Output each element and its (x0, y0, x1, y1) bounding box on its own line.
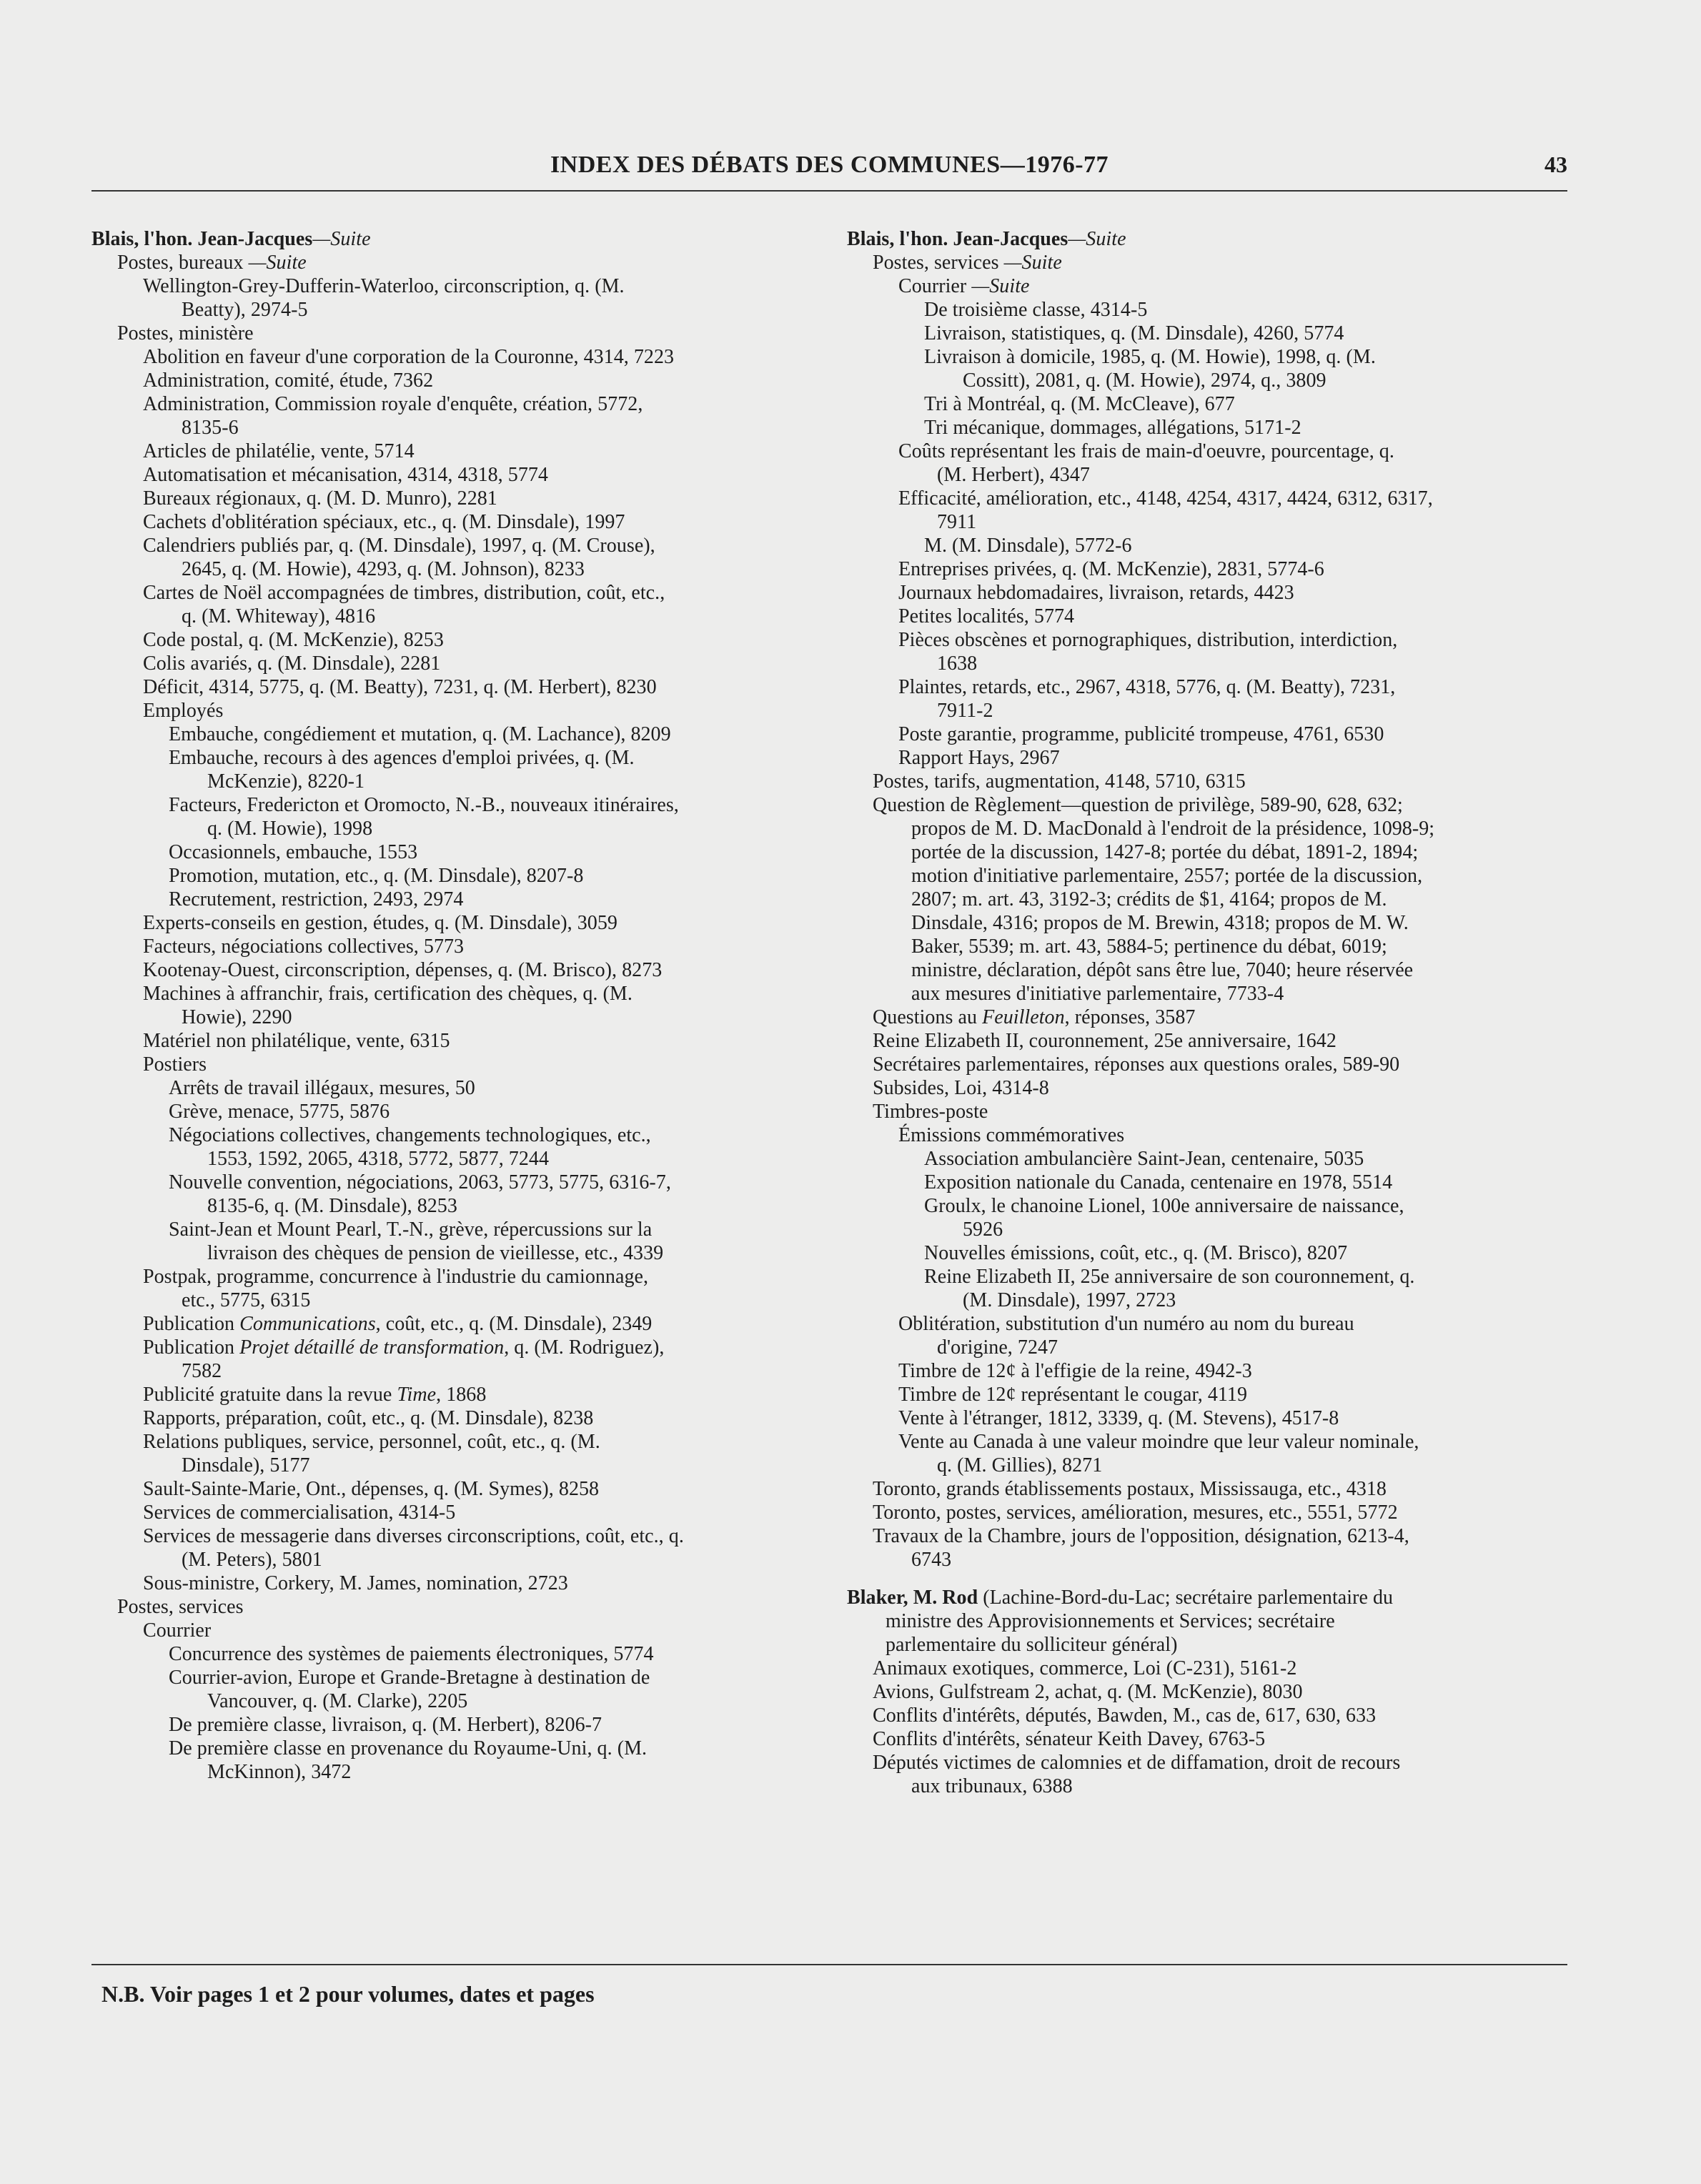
index-entry (847, 1430, 1590, 1477)
index-entry (847, 1751, 1590, 1798)
entry-continuation: livraison des chèques de pension de vieillesse, etc., 4339 (207, 1242, 664, 1264)
entry-text: Postpak, programme, concurrence à l'industrie du camionnage, (143, 1266, 649, 1288)
entry-text: Subsides, Loi, 4314-8 (873, 1077, 1049, 1099)
entry-continuation: q. (M. Gillies), 8271 (937, 1454, 1103, 1476)
entry-text: Pièces obscènes et pornographiques, distribution, interdiction, (898, 629, 1398, 651)
index-entry (847, 605, 1590, 628)
entry-text: Promotion, mutation, etc., q. (M. Dinsdale), 8207-8 (169, 865, 584, 887)
index-entry (91, 840, 842, 864)
entry-text: Avions, Gulfstream 2, achat, q. (M. McKenzie), 8030 (873, 1681, 1303, 1703)
entry-text: Facteurs, négociations collectives, 5773 (143, 935, 465, 958)
entry-continuation: Vancouver, q. (M. Clarke), 2205 (207, 1690, 468, 1712)
entry-text: Postiers (143, 1053, 207, 1076)
entry-text: De première classe en provenance du Royaume-Uni, q. (M. (169, 1737, 648, 1759)
index-entry (91, 1572, 842, 1595)
entry-text: Embauche, recours à des agences d'emploi privées, q. (M. (169, 747, 635, 769)
page-number: 43 (1544, 152, 1567, 177)
index-entry (847, 770, 1590, 793)
index-heading (847, 1586, 1590, 1657)
index-entry (91, 392, 842, 440)
index-entry (91, 699, 842, 723)
entry-text: Services de messagerie dans diverses circonscriptions, coût, etc., q. (143, 1525, 684, 1547)
entry-continuation: ministre des Approvisionnements et Services; secrétaire (886, 1610, 1335, 1632)
index-entry (847, 1383, 1590, 1406)
index-entry (91, 440, 842, 463)
entry-text: Oblitération, substitution d'un numéro au nom du bureau (898, 1313, 1354, 1335)
index-entry (847, 1727, 1590, 1751)
entry-continuation: 7911-2 (937, 700, 993, 722)
entry-text: Cartes de Noël accompagnées de timbres, distribution, coût, etc., (143, 582, 665, 604)
entry-text: Wellington-Grey-Dufferin-Waterloo, circonscription, q. (M. (143, 275, 625, 297)
entry-text: Association ambulancière Saint-Jean, centenaire, 5035 (924, 1148, 1364, 1170)
entry-continuation: 7911 (937, 511, 977, 533)
index-entry (91, 1642, 842, 1666)
entry-continuation: 2807; m. art. 43, 3192-3; crédits de $1, 4164; propos de M. (911, 888, 1387, 910)
index-entry (847, 345, 1590, 392)
entry-text: Conflits d'intérêts, députés, Bawden, M., cas de, 617, 630, 633 (873, 1704, 1377, 1727)
entry-continuation: q. (M. Whiteway), 4816 (182, 605, 376, 627)
index-entry (91, 888, 842, 911)
entry-continuation: Dinsdale), 5177 (182, 1454, 310, 1476)
index-entry (847, 1100, 1590, 1123)
entry-text: Coûts représentant les frais de main-d'oeuvre, pourcentage, q. (898, 440, 1394, 462)
entry-suite: —Suite (1068, 228, 1126, 250)
entry-text: Vente au Canada à une valeur moindre que leur valeur nominale, (898, 1431, 1419, 1453)
index-entry (91, 1595, 842, 1619)
footer-divider (91, 1964, 1567, 1965)
entry-text: Postes, services (117, 1596, 244, 1618)
index-entry (847, 1147, 1590, 1171)
entry-pre: Questions au (873, 1006, 983, 1028)
entry-text: Arrêts de travail illégaux, mesures, 50 (169, 1077, 475, 1099)
index-entry (91, 911, 842, 935)
index-entry (847, 298, 1590, 322)
index-entry (91, 1524, 842, 1572)
entry-text: Machines à affranchir, frais, certification des chèques, q. (M. (143, 983, 633, 1005)
index-entry (847, 392, 1590, 416)
entry-text: De première classe, livraison, q. (M. Herbert), 8206-7 (169, 1714, 602, 1736)
index-entry (91, 935, 842, 958)
entry-bold: Blaker, M. Rod (847, 1587, 978, 1609)
entry-continuation: 8135-6 (182, 417, 239, 439)
entry-text: Rapport Hays, 2967 (898, 747, 1060, 769)
index-entry (91, 1713, 842, 1737)
entry-continuation: d'origine, 7247 (937, 1336, 1058, 1359)
index-entry (91, 793, 842, 840)
entry-text: Courrier-avion, Europe et Grande-Bretagne à destination de (169, 1667, 650, 1689)
entry-text: Postes, services (873, 252, 1004, 274)
entry-text: Occasionnels, embauche, 1553 (169, 841, 418, 863)
index-entry (847, 1006, 1590, 1029)
entry-text: Poste garantie, programme, publicité trompeuse, 4761, 6530 (898, 723, 1384, 745)
entry-continuation: (M. Herbert), 4347 (937, 464, 1090, 486)
index-entry (847, 1076, 1590, 1100)
index-entry (91, 1312, 842, 1336)
index-entry (91, 864, 842, 888)
entry-suite: —Suite (1003, 252, 1062, 274)
entry-continuation: aux tribunaux, 6388 (911, 1775, 1073, 1797)
entry-text: Recrutement, restriction, 2493, 2974 (169, 888, 464, 910)
index-entry (847, 557, 1590, 581)
entry-pre: Publication (143, 1336, 240, 1359)
entry-text: (Lachine-Bord-du-Lac; secrétaire parlementaire du (978, 1587, 1394, 1609)
entry-post: , q. (M. Rodriguez), (504, 1336, 665, 1359)
index-entry (91, 958, 842, 982)
entry-continuation: Baker, 5539; m. art. 43, 5884-5; pertinence du débat, 6019; (911, 935, 1387, 958)
index-entry (847, 274, 1590, 298)
index-entry (847, 1241, 1590, 1265)
index-entry (847, 1029, 1590, 1053)
entry-italic: Feuilleton (982, 1006, 1065, 1028)
index-entry (847, 1171, 1590, 1194)
entry-text: M. (M. Dinsdale), 5772-6 (924, 535, 1132, 557)
entry-text: Députés victimes de calomnies et de diffamation, droit de recours (873, 1752, 1401, 1774)
index-entry (847, 1657, 1590, 1680)
index-entry (91, 463, 842, 487)
index-entry (847, 534, 1590, 557)
entry-text: Animaux exotiques, commerce, Loi (C-231), 5161-2 (873, 1657, 1297, 1679)
entry-text: Administration, Commission royale d'enquête, création, 5772, (143, 393, 643, 415)
page-header (91, 152, 1567, 192)
entry-text: Timbre de 12¢ à l'effigie de la reine, 4942-3 (898, 1360, 1252, 1382)
index-entry (91, 1430, 842, 1477)
entry-continuation: parlementaire du solliciteur général) (886, 1634, 1178, 1656)
entry-text: Conflits d'intérêts, sénateur Keith Davey, 6763-5 (873, 1728, 1266, 1750)
entry-text: Concurrence des systèmes de paiements électroniques, 5774 (169, 1643, 654, 1665)
index-entry (91, 1501, 842, 1524)
header-divider (91, 190, 1567, 192)
entry-continuation: (M. Dinsdale), 1997, 2723 (963, 1289, 1176, 1311)
entry-continuation: 1638 (937, 652, 978, 675)
entry-continuation: motion d'initiative parlementaire, 2557; portée de la discussion, (911, 865, 1423, 887)
index-entry (847, 1477, 1590, 1501)
entry-text: Sous-ministre, Corkery, M. James, nomination, 2723 (143, 1572, 568, 1594)
entry-pre: Publicité gratuite dans la revue (143, 1384, 397, 1406)
entry-text: Articles de philatélie, vente, 5714 (143, 440, 415, 462)
entry-continuation: Cossitt), 2081, q. (M. Howie), 2974, q., 3809 (963, 369, 1326, 392)
entry-continuation: 2645, q. (M. Howie), 4293, q. (M. Johnson), 8233 (182, 558, 585, 580)
entry-text: Déficit, 4314, 5775, q. (M. Beatty), 7231, q. (M. Herbert), 8230 (143, 676, 657, 698)
index-entry (91, 746, 842, 793)
index-entry (91, 1171, 842, 1218)
entry-text: Toronto, postes, services, amélioration, mesures, etc., 5551, 5772 (873, 1502, 1398, 1524)
entry-bold: Blais, l'hon. Jean-Jacques (91, 228, 313, 250)
entry-text: Plaintes, retards, etc., 2967, 4318, 5776, q. (M. Beatty), 7231, (898, 676, 1396, 698)
entry-text: Grève, menace, 5775, 5876 (169, 1101, 390, 1123)
index-entry (847, 723, 1590, 746)
index-entry (91, 1383, 842, 1406)
entry-continuation: McKenzie), 8220-1 (207, 770, 365, 793)
index-entry (91, 1100, 842, 1123)
index-entry (847, 1704, 1590, 1727)
entry-bold: Blais, l'hon. Jean-Jacques (847, 228, 1068, 250)
index-entry (91, 1123, 842, 1171)
index-entry (91, 322, 842, 345)
entry-text: Colis avariés, q. (M. Dinsdale), 2281 (143, 652, 441, 675)
page-title: INDEX DES DÉBATS DES COMMUNES—1976-77 (550, 152, 1109, 178)
entry-text: Employés (143, 700, 224, 722)
index-entry (847, 1359, 1590, 1383)
index-entry (91, 1737, 842, 1784)
entry-text: Exposition nationale du Canada, centenaire en 1978, 5514 (924, 1171, 1393, 1193)
entry-continuation: 8135-6, q. (M. Dinsdale), 8253 (207, 1195, 457, 1217)
entry-text: Émissions commémoratives (898, 1124, 1125, 1146)
entry-text: Livraison, statistiques, q. (M. Dinsdale), 4260, 5774 (924, 322, 1344, 344)
entry-text: Administration, comité, étude, 7362 (143, 369, 434, 392)
index-entry (847, 1123, 1590, 1147)
entry-text: Calendriers publiés par, q. (M. Dinsdale), 1997, q. (M. Crouse), (143, 535, 655, 557)
entry-text: Courrier (898, 275, 972, 297)
entry-suite: —Suite (971, 275, 1030, 297)
entry-text: Kootenay-Ouest, circonscription, dépenses, q. (M. Brisco), 8273 (143, 959, 663, 981)
index-entry (91, 1406, 842, 1430)
entry-text: Négociations collectives, changements technologiques, etc., (169, 1124, 651, 1146)
entry-continuation: Dinsdale, 4316; propos de M. Brewin, 4318; propos de M. W. (911, 912, 1409, 934)
entry-text: Reine Elizabeth II, couronnement, 25e anniversaire, 1642 (873, 1030, 1336, 1052)
index-heading (91, 227, 842, 251)
index-entry (847, 1194, 1590, 1241)
index-entry (91, 1477, 842, 1501)
index-entry (91, 345, 842, 369)
index-entry (91, 723, 842, 746)
index-heading (847, 227, 1590, 251)
entry-text: Postes, bureaux (117, 252, 249, 274)
entry-continuation: 5926 (963, 1218, 1003, 1241)
entry-italic: Projet détaillé de transformation (239, 1336, 505, 1359)
index-entry (91, 652, 842, 675)
entry-continuation: propos de M. D. MacDonald à l'endroit de la présidence, 1098-9; (911, 818, 1435, 840)
entry-text: Postes, ministère (117, 322, 254, 344)
entry-text: Automatisation et mécanisation, 4314, 4318, 5774 (143, 464, 548, 486)
entry-text: Services de commercialisation, 4314-5 (143, 1502, 456, 1524)
index-entry (847, 793, 1590, 1006)
index-entry (91, 1053, 842, 1076)
index-entry (847, 251, 1590, 274)
index-entry (847, 581, 1590, 605)
entry-continuation: aux mesures d'initiative parlementaire, 7733-4 (911, 983, 1284, 1005)
entry-text: Timbres-poste (873, 1101, 988, 1123)
index-entry (91, 1336, 842, 1383)
index-entry (91, 534, 842, 581)
entry-italic: Time (397, 1384, 437, 1406)
entry-text: Sault-Sainte-Marie, Ont., dépenses, q. (M. Symes), 8258 (143, 1478, 600, 1500)
index-entry (847, 487, 1590, 534)
index-entry (91, 274, 842, 322)
index-entry (91, 487, 842, 510)
index-entry (847, 1406, 1590, 1430)
index-entry (91, 1265, 842, 1312)
entry-text: Journaux hebdomadaires, livraison, retards, 4423 (898, 582, 1294, 604)
entry-text: Reine Elizabeth II, 25e anniversaire de son couronnement, q. (924, 1266, 1415, 1288)
entry-text: Efficacité, amélioration, etc., 4148, 4254, 4317, 4424, 6312, 6317, (898, 487, 1433, 510)
index-entry (847, 628, 1590, 675)
entry-text: Vente à l'étranger, 1812, 3339, q. (M. Stevens), 4517-8 (898, 1407, 1339, 1429)
footer-note: N.B. Voir pages 1 et 2 pour volumes, dates et pages (101, 1981, 595, 2007)
entry-continuation: (M. Peters), 5801 (182, 1549, 322, 1571)
entry-text: Tri à Montréal, q. (M. McCleave), 677 (924, 393, 1235, 415)
entry-text: Code postal, q. (M. McKenzie), 8253 (143, 629, 444, 651)
entry-continuation: q. (M. Howie), 1998 (207, 818, 373, 840)
entry-continuation: McKinnon), 3472 (207, 1761, 352, 1783)
entry-continuation: 7582 (182, 1360, 222, 1382)
entry-text: Courrier (143, 1619, 212, 1642)
entry-continuation: portée de la discussion, 1427-8; portée du débat, 1891-2, 1894; (911, 841, 1419, 863)
entry-text: Bureaux régionaux, q. (M. D. Munro), 2281 (143, 487, 497, 510)
entry-text: Question de Règlement—question de privilège, 589-90, 628, 632; (873, 794, 1403, 816)
index-entry (91, 369, 842, 392)
entry-text: Abolition en faveur d'une corporation de la Couronne, 4314, 7223 (143, 346, 675, 368)
entry-suite: —Suite (248, 252, 307, 274)
entry-text: Toronto, grands établissements postaux, Mississauga, etc., 4318 (873, 1478, 1387, 1500)
entry-post: , coût, etc., q. (M. Dinsdale), 2349 (375, 1313, 653, 1335)
index-entry (91, 628, 842, 652)
index-entry (847, 1265, 1590, 1312)
index-entry (847, 1680, 1590, 1704)
entry-text: Secrétaires parlementaires, réponses aux questions orales, 589-90 (873, 1053, 1400, 1076)
entry-text: Travaux de la Chambre, jours de l'opposition, désignation, 6213-4, (873, 1525, 1409, 1547)
entry-text: Saint-Jean et Mount Pearl, T.-N., grève, répercussions sur la (169, 1218, 653, 1241)
entry-text: Experts-conseils en gestion, études, q. (M. Dinsdale), 3059 (143, 912, 618, 934)
index-column-right (847, 227, 1590, 1798)
entry-text: Groulx, le chanoine Lionel, 100e anniversaire de naissance, (924, 1195, 1404, 1217)
index-entry (847, 440, 1590, 487)
entry-text: Livraison à domicile, 1985, q. (M. Howie), 1998, q. (M. (924, 346, 1376, 368)
index-column-left (91, 227, 842, 1784)
index-entry (91, 1029, 842, 1053)
entry-text: Embauche, congédiement et mutation, q. (M. Lachance), 8209 (169, 723, 671, 745)
entry-text: Petites localités, 5774 (898, 605, 1075, 627)
entry-text: Nouvelle convention, négociations, 2063, 5773, 5775, 6316-7, (169, 1171, 671, 1193)
entry-text: Tri mécanique, dommages, allégations, 5171-2 (924, 417, 1301, 439)
index-entry (847, 322, 1590, 345)
index-entry (847, 675, 1590, 723)
index-entry (91, 1619, 842, 1642)
entry-post: , réponses, 3587 (1064, 1006, 1196, 1028)
entry-text: Rapports, préparation, coût, etc., q. (M. Dinsdale), 8238 (143, 1407, 594, 1429)
entry-text: Cachets d'oblitération spéciaux, etc., q. (M. Dinsdale), 1997 (143, 511, 625, 533)
entry-text: Matériel non philatélique, vente, 6315 (143, 1030, 450, 1052)
index-entry (847, 1524, 1590, 1572)
entry-text: Entreprises privées, q. (M. McKenzie), 2831, 5774-6 (898, 558, 1324, 580)
entry-continuation: Beatty), 2974-5 (182, 299, 308, 321)
entry-text: Facteurs, Fredericton et Oromocto, N.-B., nouveaux itinéraires, (169, 794, 679, 816)
entry-suite: —Suite (312, 228, 371, 250)
index-entry (91, 1666, 842, 1713)
entry-text: Relations publiques, service, personnel, coût, etc., q. (M. (143, 1431, 600, 1453)
index-entry (91, 1218, 842, 1265)
entry-continuation: ministre, déclaration, dépôt sans être lue, 7040; heure réservée (911, 959, 1414, 981)
entry-text: De troisième classe, 4314-5 (924, 299, 1148, 321)
entry-continuation: Howie), 2290 (182, 1006, 292, 1028)
entry-continuation: 6743 (911, 1549, 952, 1571)
index-entry (847, 1312, 1590, 1359)
entry-italic: Communications (239, 1313, 376, 1335)
index-entry (847, 1053, 1590, 1076)
entry-continuation: 1553, 1592, 2065, 4318, 5772, 5877, 7244 (207, 1148, 549, 1170)
index-entry (91, 581, 842, 628)
index-entry (847, 746, 1590, 770)
index-entry (91, 510, 842, 534)
entry-text: Postes, tarifs, augmentation, 4148, 5710, 6315 (873, 770, 1246, 793)
entry-pre: Publication (143, 1313, 240, 1335)
index-entry (91, 251, 842, 274)
entry-text: Timbre de 12¢ représentant le cougar, 4119 (898, 1384, 1247, 1406)
index-entry (91, 982, 842, 1029)
index-entry (847, 1501, 1590, 1524)
index-entry (91, 675, 842, 699)
entry-text: Nouvelles émissions, coût, etc., q. (M. Brisco), 8207 (924, 1242, 1348, 1264)
entry-continuation: etc., 5775, 6315 (182, 1289, 311, 1311)
entry-post: , 1868 (436, 1384, 487, 1406)
index-entry (847, 416, 1590, 440)
index-entry (91, 1076, 842, 1100)
